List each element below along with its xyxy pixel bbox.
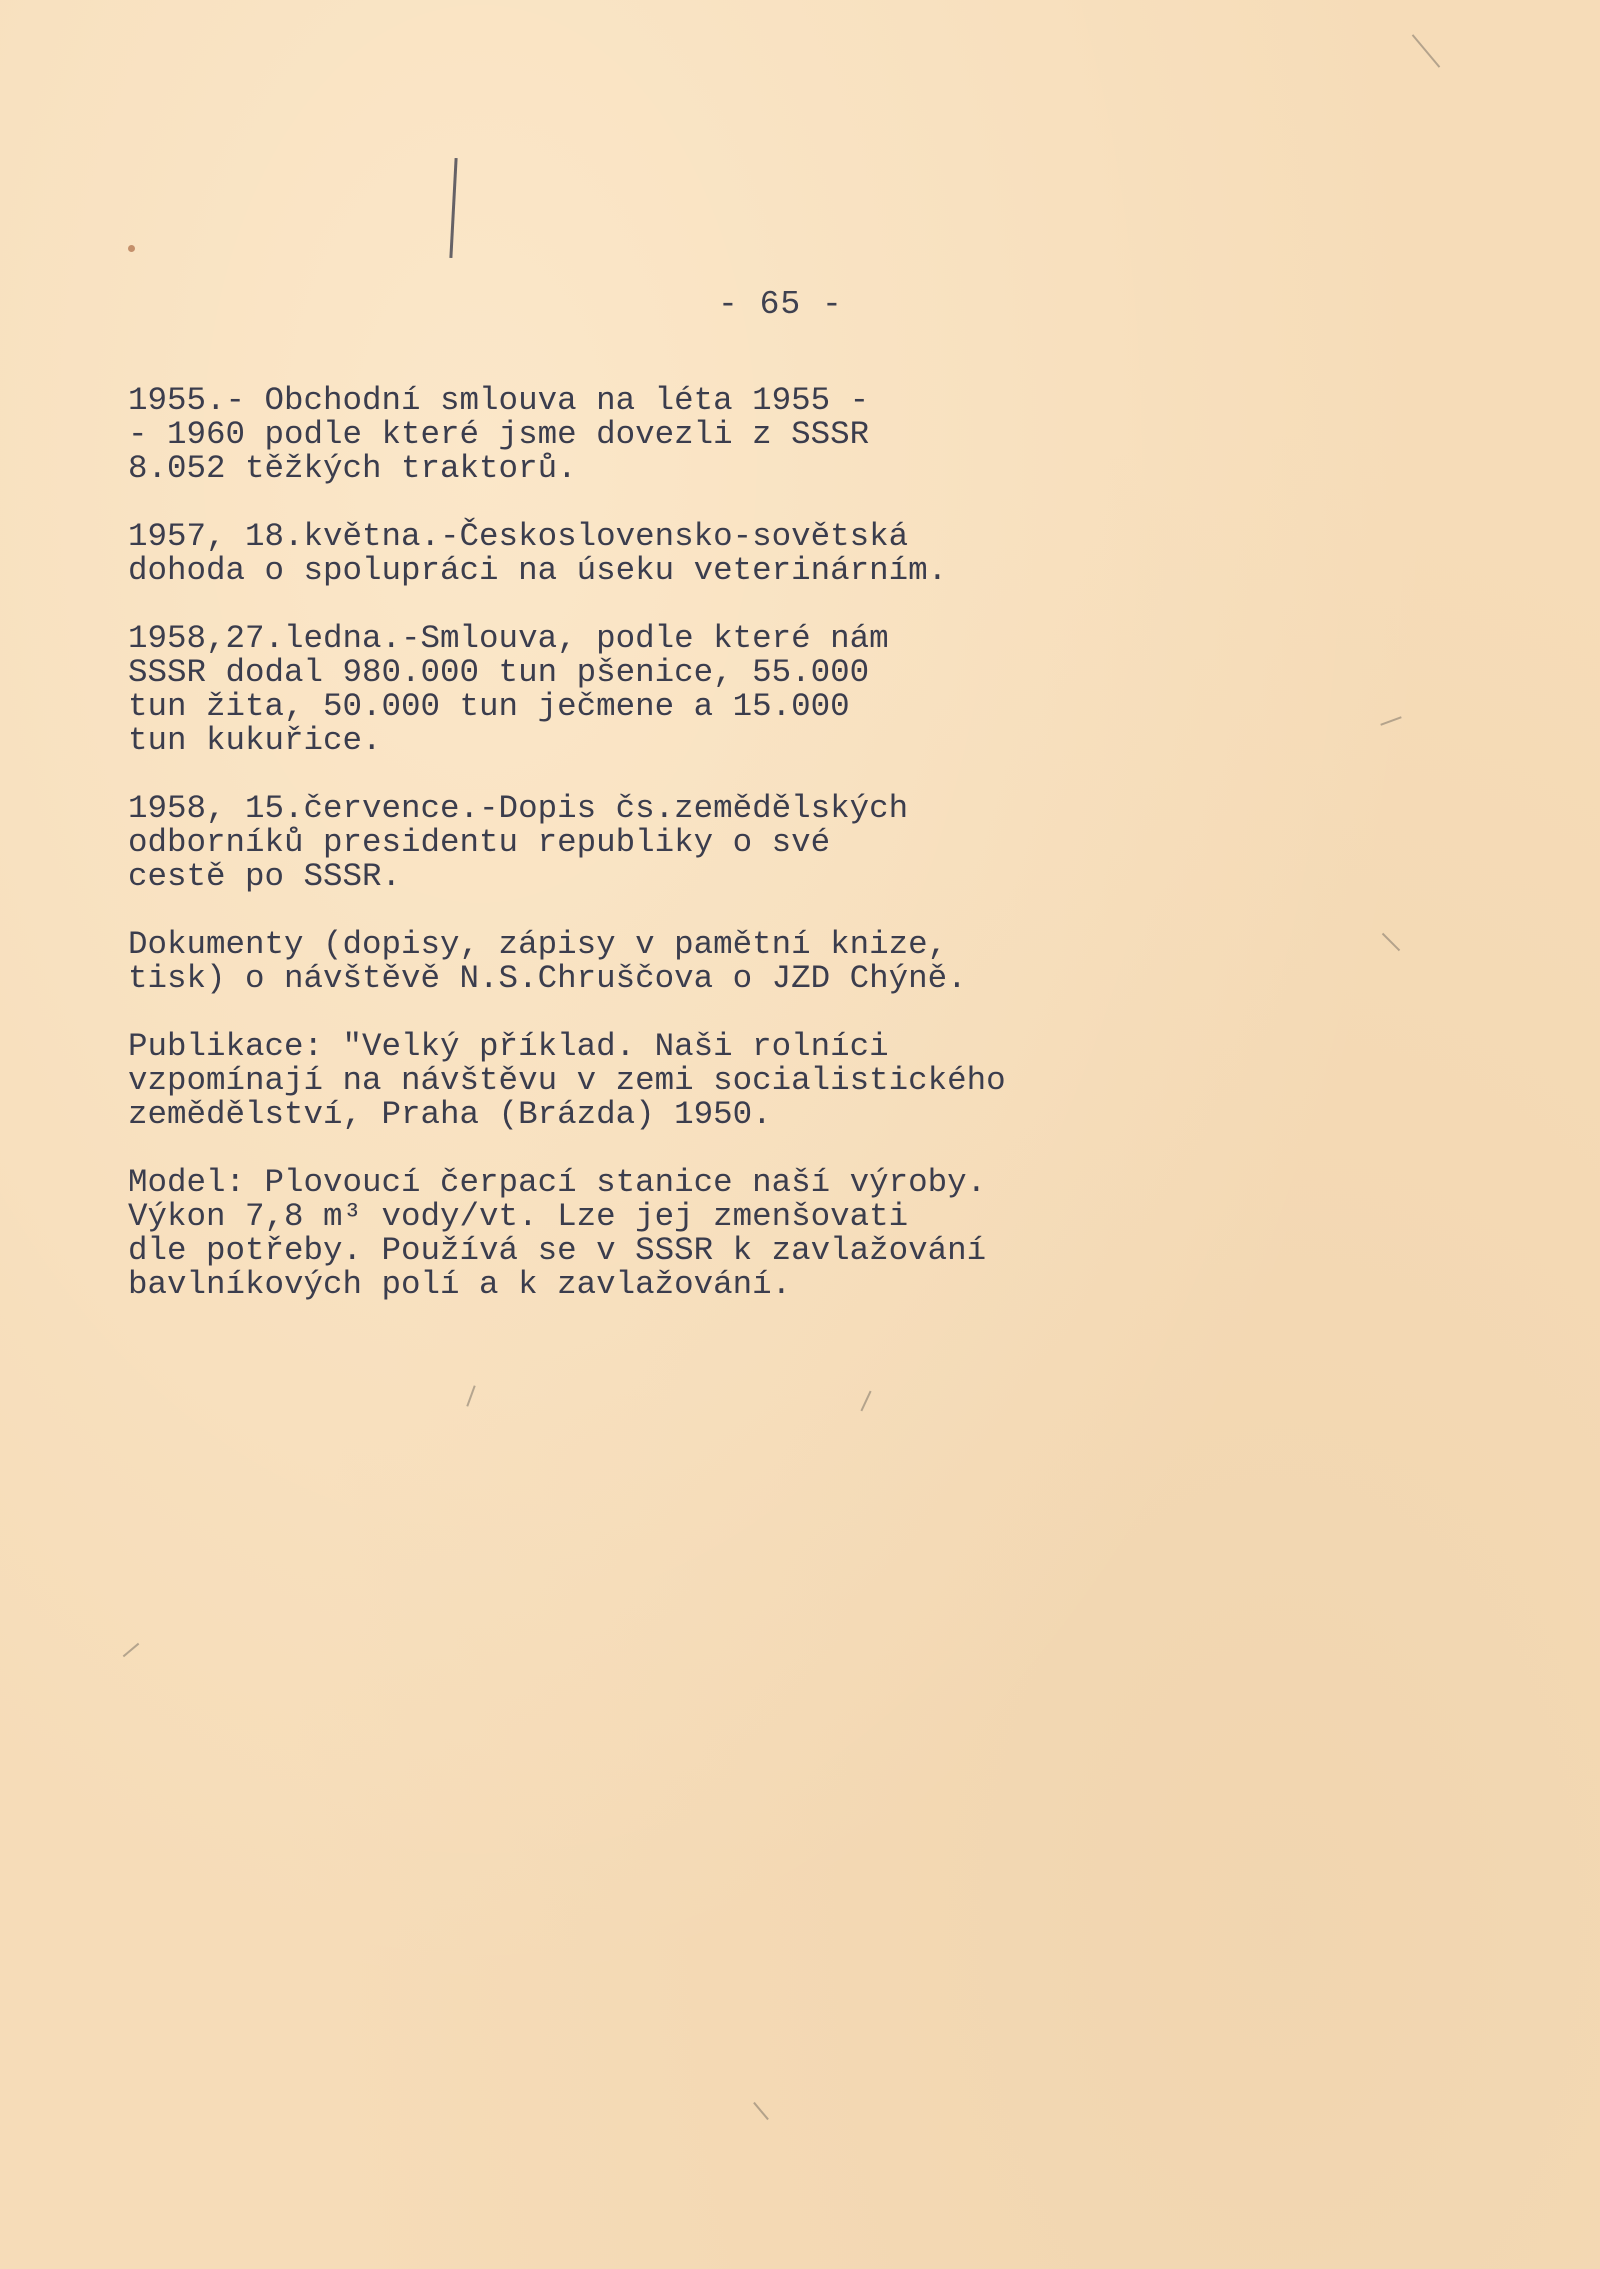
text-line: 8.052 těžkých traktorů.: [128, 450, 577, 487]
text-line: 1957, 18.května.-Československo-sovětská: [128, 518, 909, 555]
text-line: 1958, 15.července.-Dopis čs.zemědělských: [128, 790, 909, 827]
entries-list: [128, 384, 1128, 1336]
text-line: SSSR dodal 980.000 tun pšenice, 55.000: [128, 654, 870, 691]
scratch-mark: [1382, 933, 1400, 951]
pencil-mark: [449, 158, 457, 258]
entry-publication: [128, 1030, 1128, 1132]
text-line: 1955.- Obchodní smlouva na léta 1955 -: [128, 382, 870, 419]
text-line: dle potřeby. Používá se v SSSR k zavlažování: [128, 1232, 987, 1269]
text-line: cestě po SSSR.: [128, 858, 402, 895]
text-line: Výkon 7,8 m³ vody/vt. Lze jej zmenšovati: [128, 1198, 909, 1235]
entry-trade-agreement-1955: [128, 384, 1128, 486]
scratch-mark: [123, 1643, 140, 1657]
scratch-mark: [753, 2102, 769, 2120]
text-line: Model: Plovoucí čerpací stanice naší výroby.: [128, 1164, 987, 1201]
text-line: bavlníkových polí a k zavlažování.: [128, 1266, 792, 1303]
entry-letter-1958: [128, 792, 1128, 894]
page-number: - 65 -: [718, 286, 843, 323]
text-line: tun žita, 50.000 tun ječmene a 15.000: [128, 688, 850, 725]
text-line: Publikace: "Velký příklad. Naši rolníci: [128, 1028, 889, 1065]
text-line: dohoda o spolupráci na úseku veterinárním.: [128, 552, 948, 589]
scratch-mark: [1412, 34, 1441, 67]
text-line: - 1960 podle které jsme dovezli z SSSR: [128, 416, 870, 453]
paper-speck: [128, 245, 135, 252]
text-line: zemědělství, Praha (Brázda) 1950.: [128, 1096, 772, 1133]
entry-documents: [128, 928, 1128, 996]
entry-grain-contract-1958: [128, 622, 1128, 758]
text-line: tisk) o návštěvě N.S.Chruščova o JZD Chýně.: [128, 960, 967, 997]
text-line: tun kukuřice.: [128, 722, 382, 759]
text-line: Dokumenty (dopisy, zápisy v pamětní knize,: [128, 926, 948, 963]
scratch-mark: [1380, 716, 1401, 725]
scratch-mark: [860, 1391, 871, 1412]
scratch-mark: [466, 1385, 475, 1406]
entry-model: [128, 1166, 1128, 1302]
text-line: vzpomínají na návštěvu v zemi socialistického: [128, 1062, 1006, 1099]
text-line: 1958,27.ledna.-Smlouva, podle které nám: [128, 620, 889, 657]
text-line: odborníků presidentu republiky o své: [128, 824, 831, 861]
entry-veterinary-agreement-1957: [128, 520, 1128, 588]
